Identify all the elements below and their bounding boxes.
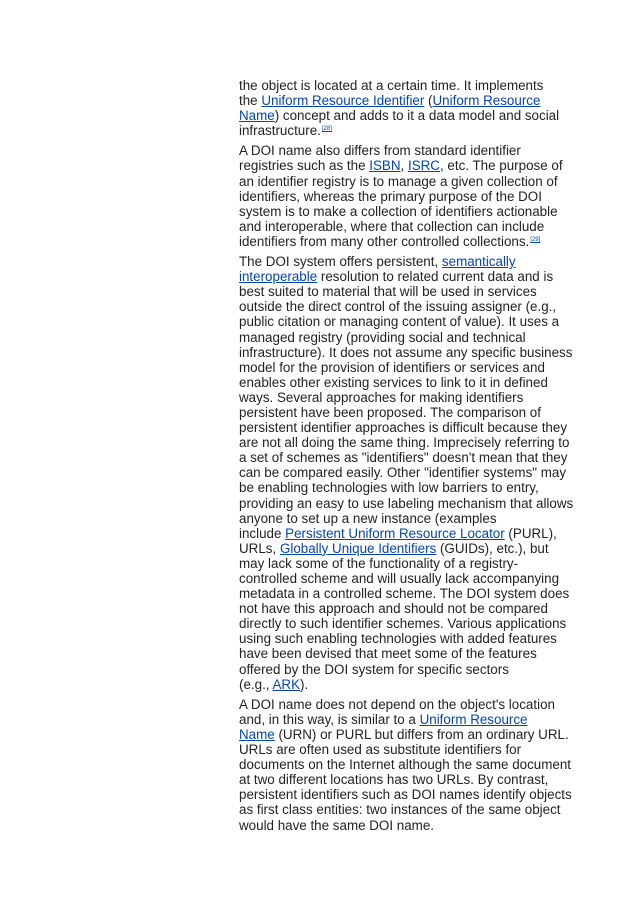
text-line	[239, 78, 564, 93]
text-run: enables other existing services to link to it in defined	[239, 374, 548, 390]
text-run: registries such as the	[239, 158, 370, 174]
text-run: The DOI system offers persistent,	[239, 254, 442, 270]
wiki-link[interactable]: Persistent Uniform Resource Locator	[285, 525, 505, 541]
text-line	[239, 726, 569, 742]
text-run: public citation or managing content of value). It uses a	[239, 314, 560, 330]
text-line	[239, 586, 570, 602]
text-line	[239, 420, 568, 436]
text-run: directly to such identifier schemes. Various applications	[239, 616, 567, 632]
text-run: ).	[300, 676, 309, 692]
text-line	[239, 435, 570, 451]
paragraph	[239, 78, 564, 138]
wiki-link[interactable]: Uniform Resource Identifier	[261, 93, 425, 109]
wiki-link[interactable]: interoperable	[239, 269, 318, 285]
text-line	[239, 802, 564, 817]
text-run: the object is located at a certain time. It implements	[239, 78, 544, 93]
text-run: providing an easy to use labeling mechanism that allows	[239, 495, 574, 511]
text-line	[239, 344, 573, 360]
text-run: (	[424, 93, 433, 109]
text-run: managed registry (providing social and technical	[239, 329, 526, 345]
text-run: a set of schemes as "identifiers" doesn't mean that they	[239, 450, 568, 466]
text-line	[239, 143, 564, 158]
text-run: not have this approach and should not be compared	[239, 601, 548, 617]
text-run: resolution to related current data and is	[317, 269, 554, 285]
text-line	[239, 787, 572, 803]
text-line	[239, 360, 564, 375]
text-line	[239, 480, 564, 495]
citation-ref	[530, 237, 540, 243]
text-line	[239, 712, 564, 727]
wiki-link[interactable]: Uniform Resource	[419, 711, 528, 727]
text-run: A DOI name also differs from standard identifier	[239, 143, 521, 159]
paragraph	[239, 696, 572, 833]
text-line	[239, 818, 564, 833]
text-run: an identifier registry is to manage a given collection of	[239, 173, 558, 189]
text-run: using such enabling technologies with added features	[239, 631, 557, 647]
text-run: URLs,	[239, 540, 280, 556]
text-run: include	[239, 525, 286, 541]
text-line	[239, 330, 564, 345]
text-run: ,	[400, 158, 408, 174]
wiki-link[interactable]: Uniform Resource	[432, 93, 541, 109]
text-line	[239, 314, 564, 329]
text-run: identifiers, whereas the primary purpose of the DOI	[239, 188, 542, 204]
text-run: and, in this way, is similar to a	[239, 711, 420, 727]
text-line	[239, 697, 564, 712]
text-run: metadata in a controlled scheme. The DOI system does	[239, 586, 570, 602]
text-run: as first class entities: two instances of the same object	[239, 802, 561, 818]
text-line	[239, 219, 564, 234]
text-line	[239, 254, 564, 269]
text-line	[239, 662, 564, 677]
text-line	[239, 234, 564, 249]
text-line	[239, 405, 564, 420]
wiki-link[interactable]: ARK	[272, 676, 301, 692]
wiki-link[interactable]: Globally Unique Identifiers	[279, 540, 437, 556]
wiki-link[interactable]: Name	[239, 726, 275, 742]
text-line	[239, 601, 564, 616]
text-line	[239, 541, 564, 556]
text-run: would have the same DOI name.	[239, 817, 435, 833]
text-line	[239, 511, 564, 526]
text-line	[239, 526, 564, 541]
text-line	[239, 269, 564, 284]
text-run: URLs are often used as substitute identifiers for	[239, 742, 522, 758]
text-line	[239, 646, 564, 661]
text-line	[239, 123, 564, 138]
text-line	[239, 189, 564, 204]
text-run: (GUIDs), etc.), but	[436, 540, 549, 556]
text-line	[239, 556, 564, 571]
text-run: have been devised that meet some of the features	[239, 646, 537, 662]
text-run: outside the direct control of the issuing assigner (e.g.,	[239, 299, 557, 315]
text-run: documents on the Internet although the same document	[239, 757, 572, 773]
wiki-link[interactable]: ISRC	[407, 158, 440, 174]
text-line	[239, 284, 564, 299]
text-run: (e.g.,	[239, 676, 273, 692]
text-run: are not all doing the same thing. Imprecisely referring to	[239, 435, 570, 451]
text-run: at two different locations has two URLs. By contrast,	[239, 772, 549, 788]
text-run: be enabling technologies with low barriers to entry,	[239, 480, 539, 496]
text-line	[239, 677, 564, 692]
citation-link[interactable]: [28]	[321, 126, 332, 133]
wiki-link[interactable]: ISBN	[369, 158, 401, 174]
text-line	[239, 450, 568, 466]
wiki-link[interactable]: semantically	[441, 254, 516, 270]
text-line	[239, 631, 564, 646]
text-line	[239, 465, 567, 481]
wiki-link[interactable]: Name	[239, 108, 275, 124]
paragraph	[239, 254, 574, 692]
text-run: anyone to set up a new instance (examples	[239, 510, 497, 526]
text-line	[239, 204, 564, 219]
text-line	[239, 93, 564, 108]
text-run: persistent identifiers such as DOI names identify objects	[239, 787, 572, 803]
text-line	[239, 174, 564, 189]
text-line	[239, 375, 564, 390]
text-run: and interoperable, where that collection can include	[239, 218, 545, 234]
text-run: ) concept and adds to it a data model and social	[274, 108, 560, 124]
text-run: A DOI name does not depend on the object's location	[239, 696, 555, 712]
text-run: model for the provision of identifiers or services and	[239, 359, 545, 375]
text-run: may lack some of the functionality of a registry-	[239, 555, 519, 571]
article-body	[239, 78, 574, 838]
text-line	[239, 108, 564, 123]
text-run: persistent have been proposed. The comparison of	[239, 404, 541, 420]
text-run: offered by the DOI system for specific sectors	[239, 661, 509, 677]
text-run: the	[239, 93, 262, 109]
text-run: infrastructure.	[239, 123, 321, 139]
text-run: persistent identifier approaches is difficult because they	[239, 420, 568, 436]
citation-link[interactable]: [29]	[530, 236, 541, 243]
text-line	[239, 390, 564, 405]
text-line	[239, 772, 564, 787]
text-run: controlled scheme and will usually lack accompanying	[239, 571, 560, 586]
citation-ref	[322, 126, 332, 132]
text-run: best suited to material that will be used in services	[239, 284, 537, 300]
text-line	[239, 742, 564, 757]
text-run: (URN) or PURL but differs from an ordinary URL.	[274, 726, 569, 742]
text-run: system is to make a collection of identifiers actionable	[239, 203, 558, 219]
text-line	[239, 158, 564, 173]
text-line	[239, 299, 564, 314]
text-run: ways. Several approaches for making identifiers	[239, 389, 524, 405]
text-run: , etc. The purpose of	[439, 158, 563, 174]
text-line	[239, 616, 567, 632]
text-run: can be compared easily. Other "identifier systems" may	[239, 465, 567, 481]
text-line	[239, 757, 572, 773]
text-run: (PURL),	[504, 525, 557, 541]
paragraph	[239, 143, 564, 249]
text-line	[239, 495, 574, 511]
text-run: identifiers from many other controlled collections.	[239, 233, 530, 249]
text-run: infrastructure). It does not assume any specific business	[239, 344, 573, 360]
text-line	[239, 571, 564, 586]
